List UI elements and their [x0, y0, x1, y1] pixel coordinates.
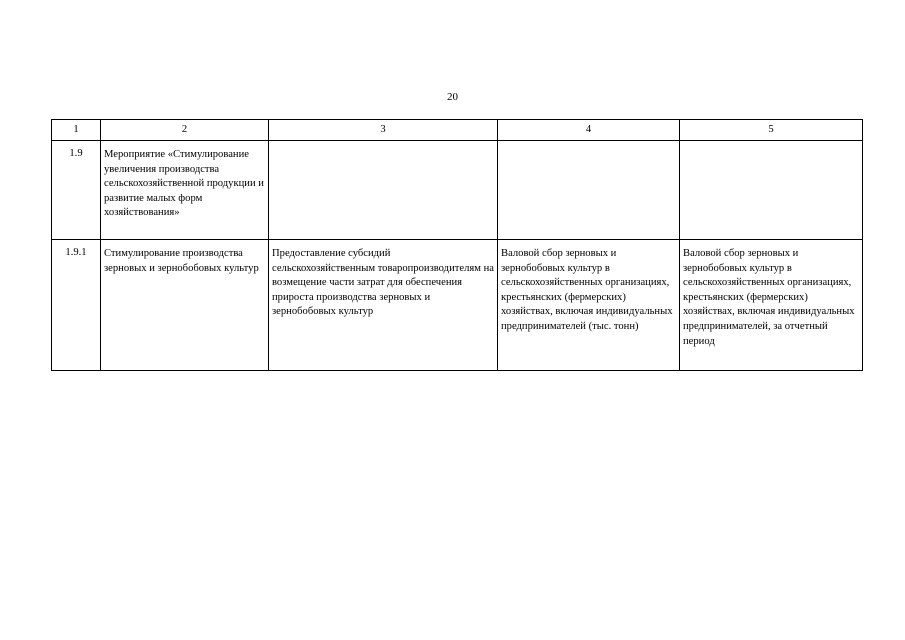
indicator-period-cell: [680, 141, 863, 240]
header-cell-2: 2: [101, 120, 269, 141]
header-cell-1: 1: [52, 120, 101, 141]
indicator-cell: [498, 141, 680, 240]
header-cell-4: 4: [498, 120, 680, 141]
description-cell: [269, 141, 498, 240]
indicator-cell: Валовой сбор зерновых и зернобобовых культур в сельскохозяйственных организациях, крестьянских (фермерских) хозяйствах, включая индивидуальных предпринимателей (тыс. тонн): [498, 240, 680, 371]
measure-name-cell: Стимулирование производства зерновых и зернобобовых культур: [101, 240, 269, 371]
table-row: [52, 240, 863, 371]
header-cell-5: 5: [680, 120, 863, 141]
page-number: 20: [447, 91, 458, 103]
indicator-period-cell: Валовой сбор зерновых и зернобобовых культур в сельскохозяйственных организациях, крестьянских (фермерских) хозяйствах, включая индивидуальных предпринимателей, за отчетный период: [680, 240, 863, 371]
table-header-row: [52, 120, 863, 141]
measure-name-cell: Мероприятие «Стимулирование увеличения производства сельскохозяйственной продукции и развитие малых форм хозяйствования»: [101, 141, 269, 240]
row-number-cell: 1.9: [52, 141, 101, 240]
row-number-cell: 1.9.1: [52, 240, 101, 371]
description-cell: Предоставление субсидий сельскохозяйственным товаропроизводителям на возмещение части затрат для обеспечения прироста производства зерновых и зернобобовых культур: [269, 240, 498, 371]
table-row: [52, 141, 863, 240]
data-table: [51, 119, 863, 371]
header-cell-3: 3: [269, 120, 498, 141]
